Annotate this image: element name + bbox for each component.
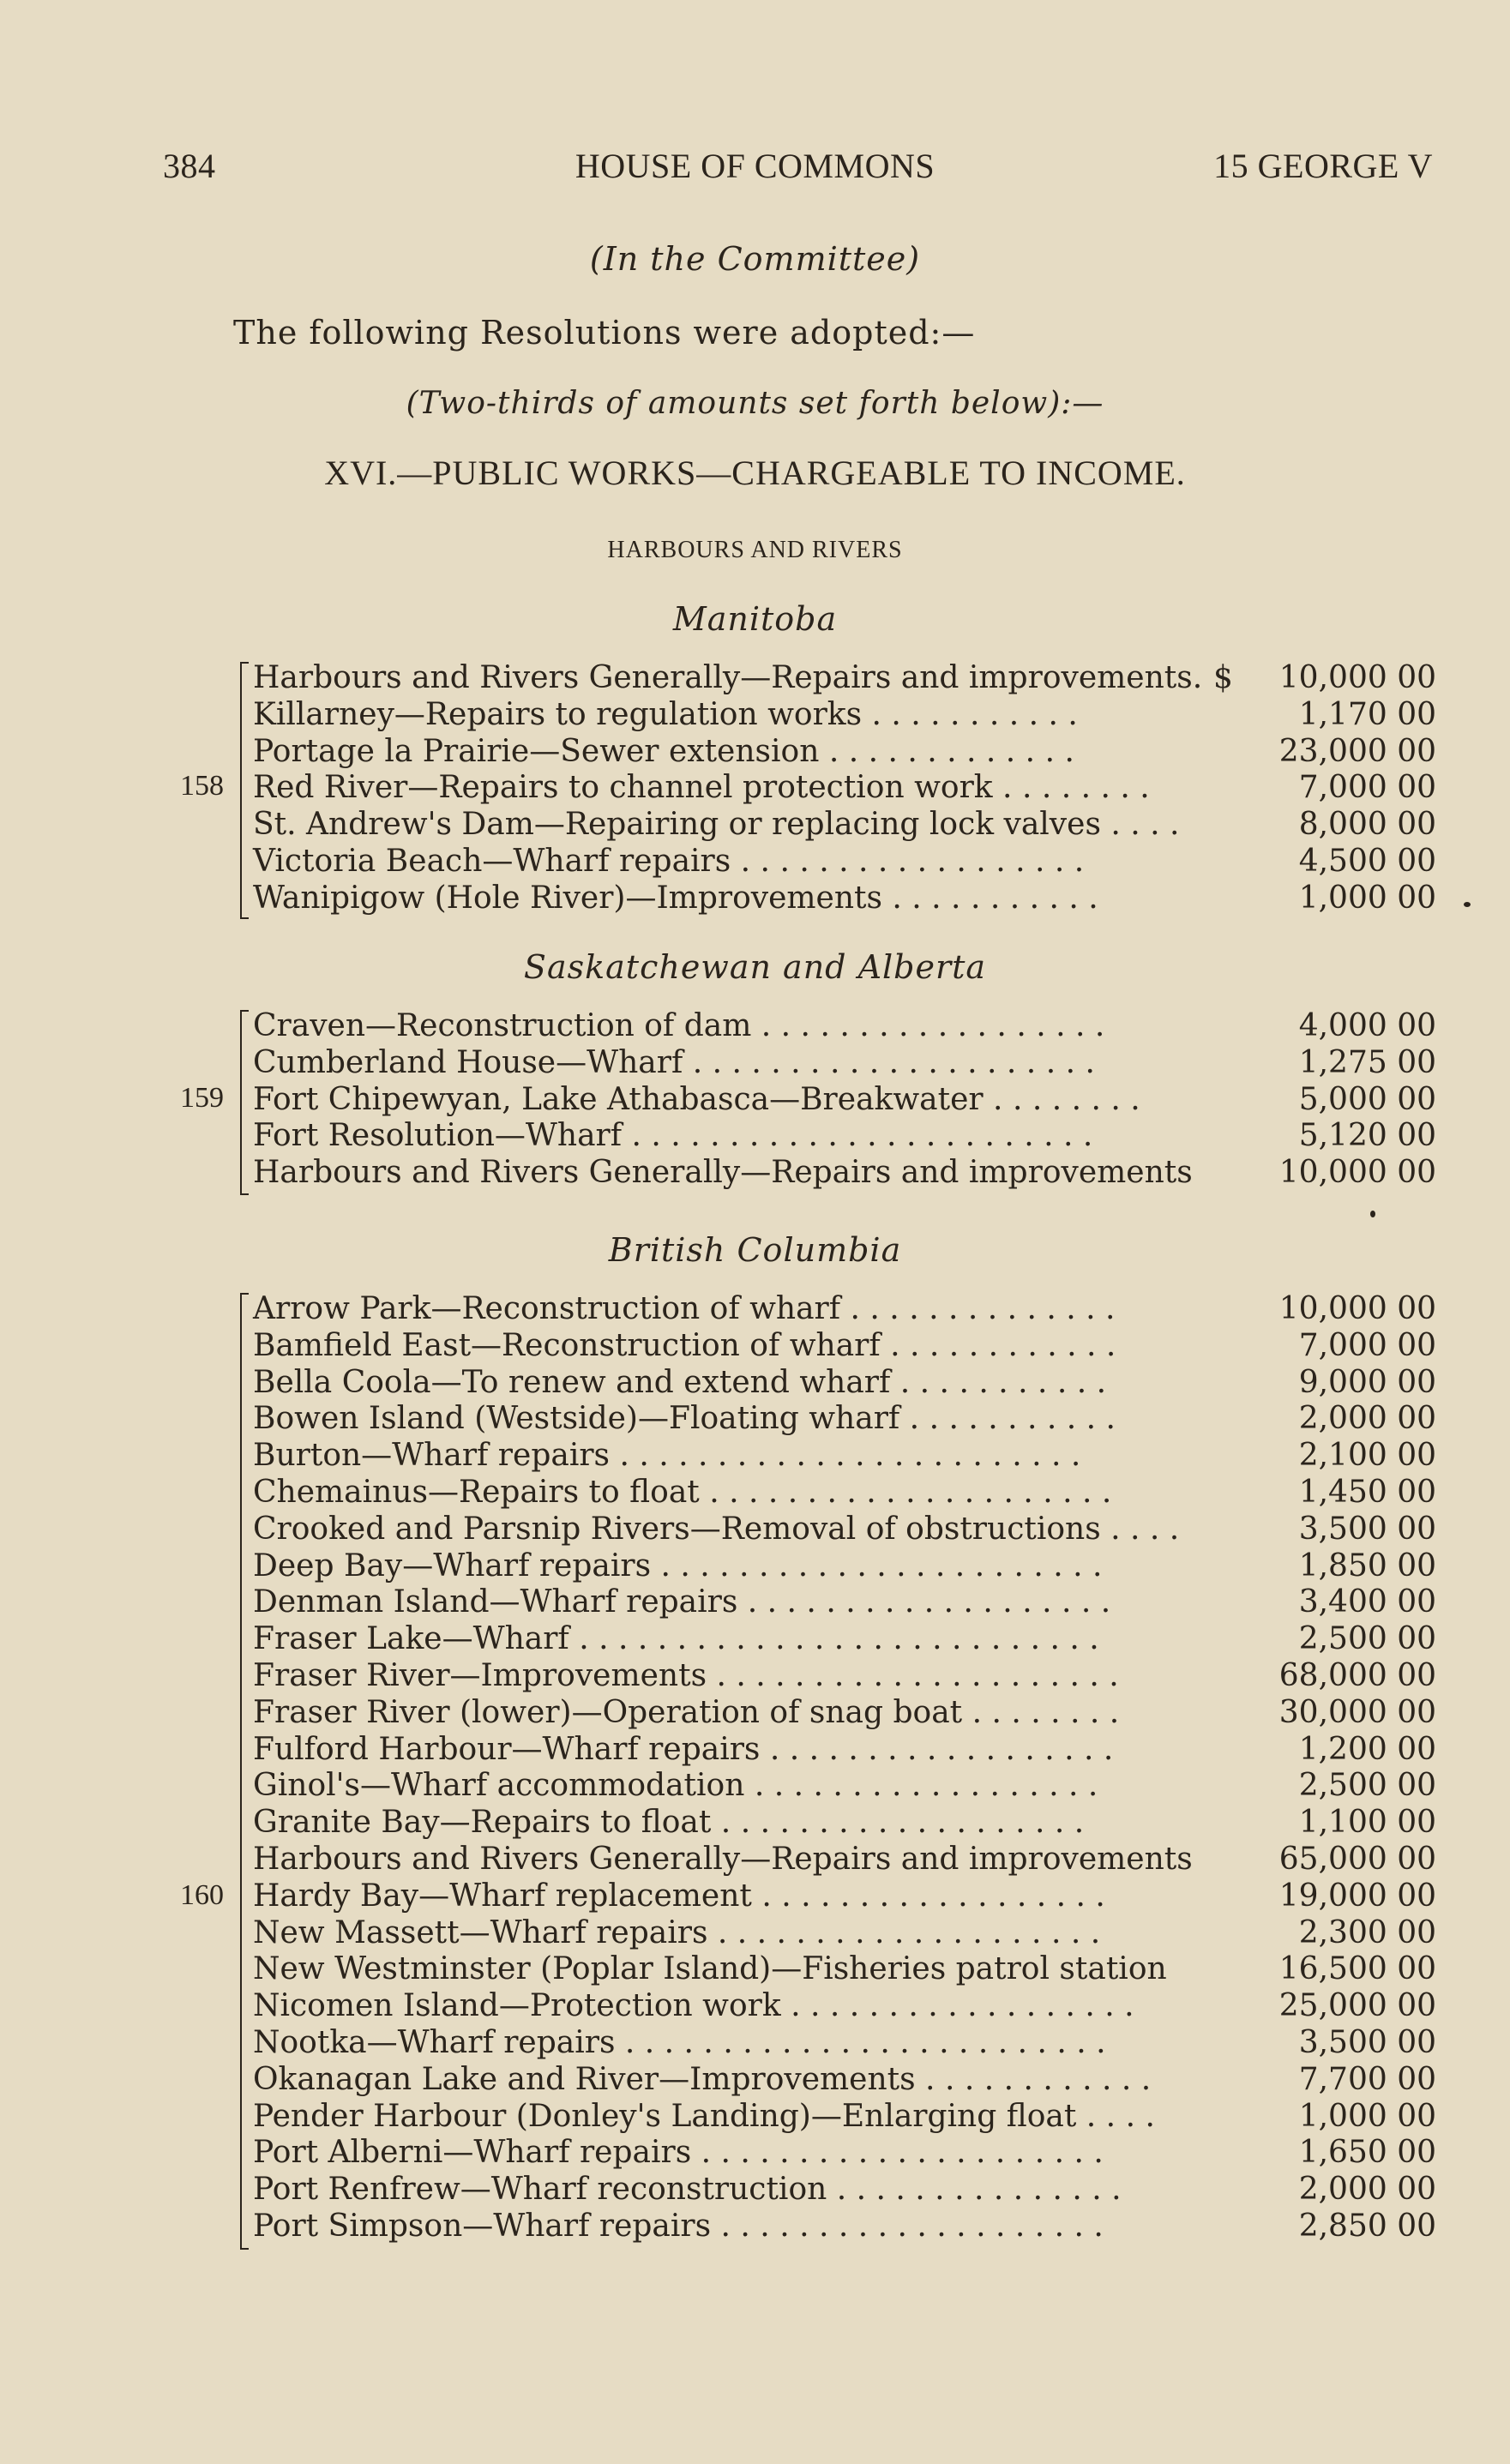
item-label: Hardy Bay—Wharf replacement . . . . . . . . . . . . . . . . . . [253,1878,1105,1914]
item-amount: 7,700 00 [1298,2061,1436,2097]
item-amount: 2,300 00 [1298,1914,1436,1950]
line-item [253,880,1436,917]
item-amount: 4,000 00 [1298,1008,1436,1043]
running-title: HOUSE OF COMMONS [575,147,935,185]
item-label: Nootka—Wharf repairs . . . . . . . . . . . . . . . . . . . . . . . . . [253,2025,1106,2060]
item-amount: 25,000 00 [1278,1988,1436,2024]
item-label: Harbours and Rivers Generally—Repairs and improvements [253,1155,1193,1191]
item-amount: 4,500 00 [1298,844,1436,879]
line-item [253,1658,1436,1695]
line-item [253,1365,1436,1402]
line-item [253,660,1436,697]
item-amount: 1,650 00 [1298,2135,1436,2171]
line-item [253,1155,1436,1192]
item-amount: 5,000 00 [1298,1081,1436,1117]
line-item [253,2209,1436,2245]
province-heading-manitoba: Manitoba [672,600,838,638]
resolution-number: 158 [180,770,224,802]
item-amount: 2,500 00 [1298,1621,1436,1657]
item-label: Victoria Beach—Wharf repairs . . . . . . . . . . . . . . . . . . [253,844,1085,879]
item-amount: 9,000 00 [1298,1364,1436,1400]
resolution-number: 159 [180,1082,224,1114]
item-label: Okanagan Lake and River—Improvements . . . . . . . . . . . . [253,2061,1152,2097]
line-item [253,1511,1436,1548]
section-title: XVI.—PUBLIC WORKS—CHARGEABLE TO INCOME. [324,454,1186,492]
item-label: Wanipigow (Hole River)—Improvements . . . . . . . . . . . [253,880,1098,916]
item-label: Port Alberni—Wharf repairs . . . . . . . . . . . . . . . . . . . . . [253,2135,1104,2171]
group-bracket [240,1293,249,2250]
item-label: Granite Bay—Repairs to float . . . . . . . . . . . . . . . . . . . [253,1805,1085,1841]
line-item [253,1548,1436,1585]
line-item [253,2172,1436,2209]
item-amount: 2,000 00 [1298,1401,1436,1437]
item-amount: 19,000 00 [1278,1878,1436,1914]
item-amount: 7,000 00 [1298,1327,1436,1363]
line-item [253,1045,1436,1082]
line-item [253,1988,1436,2025]
item-label: Cumberland House—Wharf . . . . . . . . . . . . . . . . . . . . . [253,1044,1095,1080]
item-amount: 3,500 00 [1298,1511,1436,1547]
item-label: Ginol's—Wharf accommodation . . . . . . . . . . . . . . . . . . [253,1768,1098,1804]
item-amount: 1,000 00 [1298,880,1436,916]
item-amount: 8,000 00 [1298,807,1436,843]
line-item [253,1328,1436,1365]
item-amount: 10,000 00 [1278,660,1436,695]
item-label: Deep Bay—Wharf repairs . . . . . . . . . . . . . . . . . . . . . . . [253,1548,1103,1584]
item-amount: 30,000 00 [1278,1694,1436,1730]
line-item [253,734,1436,771]
item-amount: 7,000 00 [1298,770,1436,806]
page-number: 384 [163,147,216,185]
item-label: Fraser Lake—Wharf . . . . . . . . . . . . . . . . . . . . . . . . . . . [253,1621,1099,1657]
reign-label: 15 GEORGE V [1213,147,1433,185]
province-heading-saskatchewan-alberta: Saskatchewan and Alberta [523,948,987,986]
item-label: Nicomen Island—Protection work . . . . . . . . . . . . . . . . . . [253,1988,1134,2024]
line-item [253,1695,1436,1732]
item-amount: 3,500 00 [1298,2025,1436,2060]
line-item [253,770,1436,807]
item-label: Red River—Repairs to channel protection work . . . . . . . . [253,770,1150,806]
line-item [253,1915,1436,1952]
item-amount: 16,500 00 [1278,1951,1436,1987]
item-label: Burton—Wharf repairs . . . . . . . . . . . . . . . . . . . . . . . . [253,1438,1081,1474]
line-item [253,2062,1436,2099]
line-item [253,1621,1436,1658]
line-item [253,1732,1436,1769]
item-amount: 1,170 00 [1298,696,1436,732]
item-amount: 2,850 00 [1298,2209,1436,2244]
line-item [253,1291,1436,1328]
line-item [253,807,1436,844]
item-amount: 1,200 00 [1298,1731,1436,1767]
item-label: Harbours and Rivers Generally—Repairs and improvements [253,1842,1193,1877]
item-label: Arrow Park—Reconstruction of wharf . . . . . . . . . . . . . . [253,1291,1116,1326]
line-item [253,844,1436,880]
line-item [253,1951,1436,1988]
line-item [253,1768,1436,1805]
item-label: Fraser River—Improvements . . . . . . . . . . . . . . . . . . . . . [253,1658,1119,1693]
item-label: Port Renfrew—Wharf reconstruction . . . . . . . . . . . . . . . [253,2172,1122,2208]
item-label: Bamfield East—Reconstruction of wharf . . . . . . . . . . . . [253,1327,1116,1363]
item-label: Crooked and Parsnip Rivers—Removal of obstructions . . . . [253,1511,1180,1547]
ink-speck [1464,902,1471,907]
item-label: Portage la Prairie—Sewer extension . . . . . . . . . . . . . [253,733,1074,769]
line-item [253,1805,1436,1842]
item-label: Fort Chipewyan, Lake Athabasca—Breakwater . . . . . . . . [253,1081,1140,1117]
item-amount: 10,000 00 [1278,1291,1436,1326]
line-item [253,2099,1436,2136]
item-label: New Massett—Wharf repairs . . . . . . . . . . . . . . . . . . . . [253,1914,1101,1950]
resolution-number: 160 [180,1879,224,1911]
line-item [253,1401,1436,1438]
line-item [253,2135,1436,2172]
item-label: New Westminster (Poplar Island)—Fisheries patrol station [253,1951,1167,1987]
item-label: Fulford Harbour—Wharf repairs . . . . . . . . . . . . . . . . . . [253,1731,1114,1767]
item-label: Fort Resolution—Wharf . . . . . . . . . . . . . . . . . . . . . . . . [253,1118,1093,1154]
item-amount: 68,000 00 [1278,1658,1436,1693]
item-amount: 5,120 00 [1298,1118,1436,1154]
item-label: Port Simpson—Wharf repairs . . . . . . . . . . . . . . . . . . . . [253,2209,1104,2244]
line-item [253,1082,1436,1119]
item-label: Fraser River (lower)—Operation of snag boat . . . . . . . . [253,1694,1120,1730]
committee-note: (In the Committee) [589,240,921,278]
item-label: Bowen Island (Westside)—Floating wharf . . . . . . . . . . . [253,1401,1116,1437]
line-item [253,1008,1436,1045]
line-item [253,697,1436,734]
item-label: Chemainus—Repairs to float . . . . . . . . . . . . . . . . . . . . . [253,1475,1112,1510]
item-label: Killarney—Repairs to regulation works . . . . . . . . . . . [253,696,1078,732]
item-amount: 3,400 00 [1298,1584,1436,1620]
item-label: Pender Harbour (Donley's Landing)—Enlarging float . . . . [253,2098,1155,2134]
group-bracket [240,662,249,919]
item-label: Bella Coola—To renew and extend wharf . . . . . . . . . . . [253,1364,1107,1400]
resolutions-intro: The following Resolutions were adopted:— [233,314,976,352]
item-label: Harbours and Rivers Generally—Repairs and improvements. [253,660,1203,695]
ink-speck [1370,1211,1375,1217]
item-amount: 1,100 00 [1298,1805,1436,1841]
item-label: Craven—Reconstruction of dam . . . . . . . . . . . . . . . . . . [253,1008,1105,1043]
item-amount: 65,000 00 [1278,1842,1436,1877]
line-item [253,1878,1436,1915]
line-item [253,1842,1436,1878]
item-amount: 1,850 00 [1298,1548,1436,1584]
line-item [253,1438,1436,1475]
line-item [253,1118,1436,1155]
item-label: Denman Island—Wharf repairs . . . . . . . . . . . . . . . . . . . [253,1584,1111,1620]
item-amount: 23,000 00 [1278,733,1436,769]
item-label: St. Andrew's Dam—Repairing or replacing lock valves . . . . [253,807,1180,843]
item-amount: 2,000 00 [1298,2172,1436,2208]
item-amount: 1,450 00 [1298,1475,1436,1510]
item-amount: 1,000 00 [1298,2098,1436,2134]
group-bracket [240,1010,249,1195]
dollar-sign: $ [1213,660,1233,695]
item-amount: 10,000 00 [1278,1155,1436,1191]
line-item [253,1475,1436,1511]
province-heading-british-columbia: British Columbia [608,1231,902,1269]
two-thirds-note: (Two-thirds of amounts set forth below):— [406,386,1104,421]
item-amount: 2,500 00 [1298,1768,1436,1804]
line-item [253,2025,1436,2062]
item-amount: 2,100 00 [1298,1438,1436,1474]
line-item [253,1584,1436,1621]
item-amount: 1,275 00 [1298,1044,1436,1080]
subsection-title: HARBOURS AND RIVERS [607,537,903,563]
